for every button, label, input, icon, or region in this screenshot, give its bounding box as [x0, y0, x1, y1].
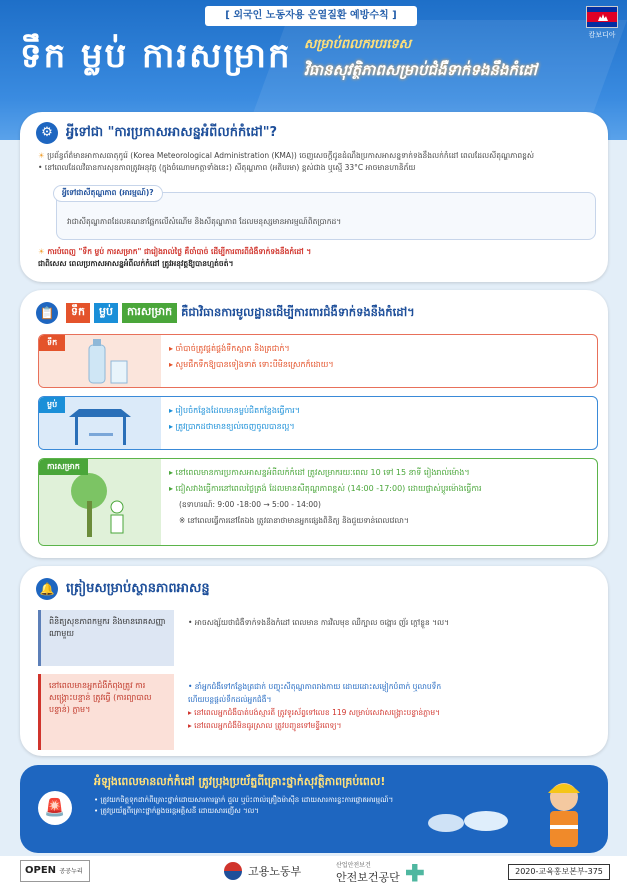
- keyword-water: ទឹក: [66, 303, 90, 323]
- first-aid-step: ហើយបន្តផ្តល់ទឹកដល់អ្នកជំងឺ។: [188, 695, 272, 704]
- emergency-card: [20, 566, 608, 756]
- gear-icon: ⚙: [36, 122, 58, 144]
- agency-small: 산업안전보건: [336, 862, 371, 869]
- agency-name: 안전보건공단: [336, 871, 400, 884]
- banner-body: [94, 795, 424, 817]
- campaign-label: [ 외국인 노동자용 온열질환 예방수칙 ]: [205, 6, 417, 26]
- water-tip: ▸ ចាំបាច់ត្រូវផ្គត់ផ្គង់ទឹកស្អាត និងត្រជាក់។: [169, 344, 290, 353]
- section-title: ត្រៀមសម្រាប់ស្ថានភាពអាសន្ន: [66, 580, 210, 596]
- first-aid-step: ▸ នៅពេលអ្នកជំងឺមិនធូរស្រាល ត្រូវបញ្ជូនទៅមន្ទីរពេទ្យ។: [188, 721, 342, 730]
- rest-tip-example: (ឧទាហរណ៍: 9:00 -18:00 → 5:00 - 14:00): [179, 500, 321, 509]
- taegeuk-icon: [224, 862, 242, 880]
- heatwave-definition-card: [20, 112, 608, 282]
- safety-banner: [20, 765, 608, 853]
- definition-text: ☀ ប្រព័ន្ធព័ត៌មានអាកាសធាតុកូរ៉េ (Korea Meteorological Administration (KMA)) ចេញសេចក្តីជូនដំណឹងប្រកាសអាសន្នទាក់ទងនឹងលក់កំដៅ ពេលដែលសីតុណ្ហភាពខ្ពស់ • នៅពេលដែលវិធានការសុខភាពត្រូវអនុវត្ត (ក្នុងចំណោមកត្តាទាំងនេះ) សីតុណ្ហភាព (អតិបរមា) ខ្ពស់ជាង ឬស្មើ 33°C អាចមានហានិភ័យ: [38, 150, 598, 174]
- symptom-check-row: [38, 610, 598, 666]
- warning-red: ការបំពេញ "ទឹក ម្លប់ ការសម្រាក" ជារៀងរាល់ថ្ងៃ គឺចាំបាច់ ដើម្បីការពារពីជំងឺទាក់ទងនឹងកំដៅ ។: [47, 247, 312, 256]
- first-aid-row: [38, 674, 598, 750]
- cambodia-flag-icon: [586, 6, 618, 28]
- section-heading: [36, 122, 277, 144]
- footer: [0, 856, 627, 888]
- clipboard-icon: 📋: [36, 302, 58, 324]
- cross-icon: [406, 864, 424, 882]
- definition-criteria: • នៅពេលដែលវិធានការសុខភាពត្រូវអនុវត្ត (ក្នុងចំណោមកត្តាទាំងនេះ) សីតុណ្ហភាព (អតិបរមា) ខ្ពស់ជាង ឬស្មើ 33°C អាចមានហានិភ័យ: [38, 163, 416, 172]
- first-aid-step: • នាំអ្នកជំងឺទៅកន្លែងត្រជាក់ បញ្ចុះសីតុណ្ហភាពរាងកាយ ដោយដោះសម្លៀកបំពាក់ ឬលាបទឹក: [188, 682, 442, 691]
- section-heading: [36, 578, 210, 600]
- first-aid-question: នៅពេលមានអ្នកជំងឺកំពុងត្រូវ ការសង្គ្រោះបន្ទាន់ ត្រូវធ្វើ (ការព្យាបាលបន្ទាន់) ភ្លាម។: [38, 674, 174, 750]
- first-aid-step: ▸ នៅពេលអ្នកជំងឺបាត់បង់ស្មារតី ត្រូវទូរស័ព្ទទៅលេខ 119 សម្រាប់សេវាសង្គ្រោះបន្ទាន់ភ្លាម។: [188, 708, 441, 717]
- section-title: អ្វីទៅជា "ការប្រកាសអាសន្នអំពីលក់កំដៅ"?: [66, 124, 278, 140]
- water-tips: [169, 341, 589, 373]
- water-tag: ទឹក: [39, 335, 65, 351]
- open-sub: 공공누리: [59, 868, 83, 875]
- shade-tip: ▸ រៀបចំកន្លែងដែលមានម្លប់ជិតកន្លែងធ្វើការ។: [169, 406, 301, 415]
- shade-tips: [169, 403, 589, 435]
- shade-tag: ម្លប់: [39, 397, 65, 413]
- subtitle-main: វិធានសុវត្ថិភាពសម្រាប់ជំងឺទាក់ទងនឹងកំដៅ: [304, 61, 537, 79]
- rest-tip-note: ※ នៅពេលធ្វើការនៅតែឯង ត្រូវធានាថាមានអ្នកផ្សេងពិនិត្យ និងជួយទាន់ពេលវេលា។: [179, 516, 409, 525]
- ministry-logo: [224, 862, 301, 880]
- symptom-answer: • អាចសង្ស័យថាជំងឺទាក់ទងនឹងកំដៅ ពេលមាន ការវិលមុខ ឈឺក្បាល ចង្អោរ ញ័រ ក្តៅខ្លួន ។ល។: [188, 618, 450, 627]
- water-box: [38, 334, 598, 388]
- keyword-rest: ការសម្រាក: [122, 303, 177, 323]
- flag-caption: 캄보디아: [588, 31, 616, 39]
- subtitle-block: [304, 36, 604, 94]
- subtitle-audience: សម្រាប់ពលករបរទេស: [304, 37, 412, 52]
- keyword-shade: ម្លប់: [94, 303, 118, 323]
- callout-text: វាជាសីតុណ្ហភាពដែលគណនាផ្អែកលើសំណើម និងសីតុណ្ហភាព ដែលមនុស្សមានអារម្មណ៍ពិតប្រាកដ។: [67, 217, 342, 226]
- first-aid-answer: [188, 680, 588, 732]
- rest-tip: ▸ នៅពេលមានការប្រកាសអាសន្នអំពីលក់កំដៅ ត្រូវសម្រាករយៈពេល 10 ទៅ 15 នាទី រៀងរាល់ម៉ោង។: [169, 468, 470, 477]
- banner-line: • ត្រូវប្រយ័ត្នពីគ្រោះថ្នាក់ឆ្លងចរន្តអគ្គិសនី ដោយសារញើស ។ល។: [94, 807, 259, 815]
- rest-tip: ▸ ជៀសវាងធ្វើការនៅពេលថ្ងៃត្រង់ ដែលមានសីតុណ្ហភាពខ្ពស់ (14:00 -17:00) ដោយផ្លាស់ប្តូរម៉ោងធ្វើការ: [169, 484, 482, 493]
- warning-black: ជាពិសេស ពេលប្រកាសអាសន្នអំពីលក់កំដៅ ត្រូវអនុវត្តឱ្យបានហ្មត់ចត់។: [38, 259, 234, 268]
- section-heading: [36, 302, 415, 324]
- warning-text: ☀ ការបំពេញ "ទឹក ម្លប់ ការសម្រាក" ជារៀងរាល់ថ្ងៃ គឺចាំបាច់ ដើម្បីការពារពីជំងឺទាក់ទងនឹងកំដៅ ។ ជាពិសេស ពេលប្រកាសអាសន្នអំពីលក់កំដៅ ត្រូវអនុវត្តឱ្យបានហ្មត់ចត់។: [38, 246, 598, 270]
- open-label: OPEN: [25, 865, 57, 876]
- water-tip: ▸ សូមផឹកទឹកឱ្យបានទៀងទាត់ ទោះបីមិនស្រេកក៏ដោយ។: [169, 360, 334, 369]
- rest-tips: [169, 465, 589, 529]
- shade-box: [38, 396, 598, 450]
- open-license-badge: [20, 860, 90, 882]
- symptom-question: ពិនិត្យសុខភាពកម្មករ និងមានរោគសញ្ញាណាមួយ: [38, 610, 174, 666]
- section-title: គឺជាវិធានការមូលដ្ឋានដើម្បីការពារជំងឺទាក់ទងនឹងកំដៅ។: [181, 304, 415, 319]
- shade-tip: ▸ ត្រូវប្រាកដថាមានខ្យល់ចេញចូលបានល្អ។: [169, 422, 295, 431]
- alarm-icon: 🔔: [36, 578, 58, 600]
- siren-icon: 🚨: [38, 791, 72, 825]
- page-title: ទឹក ម្លប់ ការសម្រាក: [20, 36, 292, 76]
- ministry-name: 고용노동부: [248, 865, 302, 878]
- definition-para: ប្រព័ន្ធព័ត៌មានអាកាសធាតុកូរ៉េ (Korea Meteorological Administration (KMA)) ចេញសេចក្តីជូនដំណឹងប្រកាសអាសន្នទាក់ទងនឹងលក់កំដៅ ពេលដែលសីតុណ្ហភាពខ្ពស់: [47, 151, 535, 160]
- banner-title: អំឡុងពេលមានលក់កំដៅ ត្រូវប្រុងប្រយ័ត្នពីគ្រោះថ្នាក់សុវត្ថិភាពគ្រប់ពេល!: [94, 775, 386, 788]
- cloud-illustration: [426, 805, 516, 833]
- agency-logo: [336, 860, 424, 885]
- document-code: 2020-교육홍보본부-375: [508, 864, 610, 880]
- rest-box: [38, 458, 598, 546]
- worker-illustration: [532, 771, 596, 851]
- callout-tag: អ្វីទៅជាសីតុណ្ហភាព (អារម្មណ៍)?: [53, 185, 163, 202]
- rest-tag: ការសម្រាក: [39, 459, 88, 475]
- feels-like-callout: [56, 188, 596, 240]
- banner-line: • ត្រូវយកចិត្តទុកដាក់ពីគ្រោះថ្នាក់ដោយសារការធ្លាក់ ដួល ឬប៉ះពាល់គ្រឿងម៉ាស៊ីន ដោយសារការខ្វះការផ្តោតអារម្មណ៍។: [94, 796, 394, 804]
- water-shade-rest-card: [20, 290, 608, 558]
